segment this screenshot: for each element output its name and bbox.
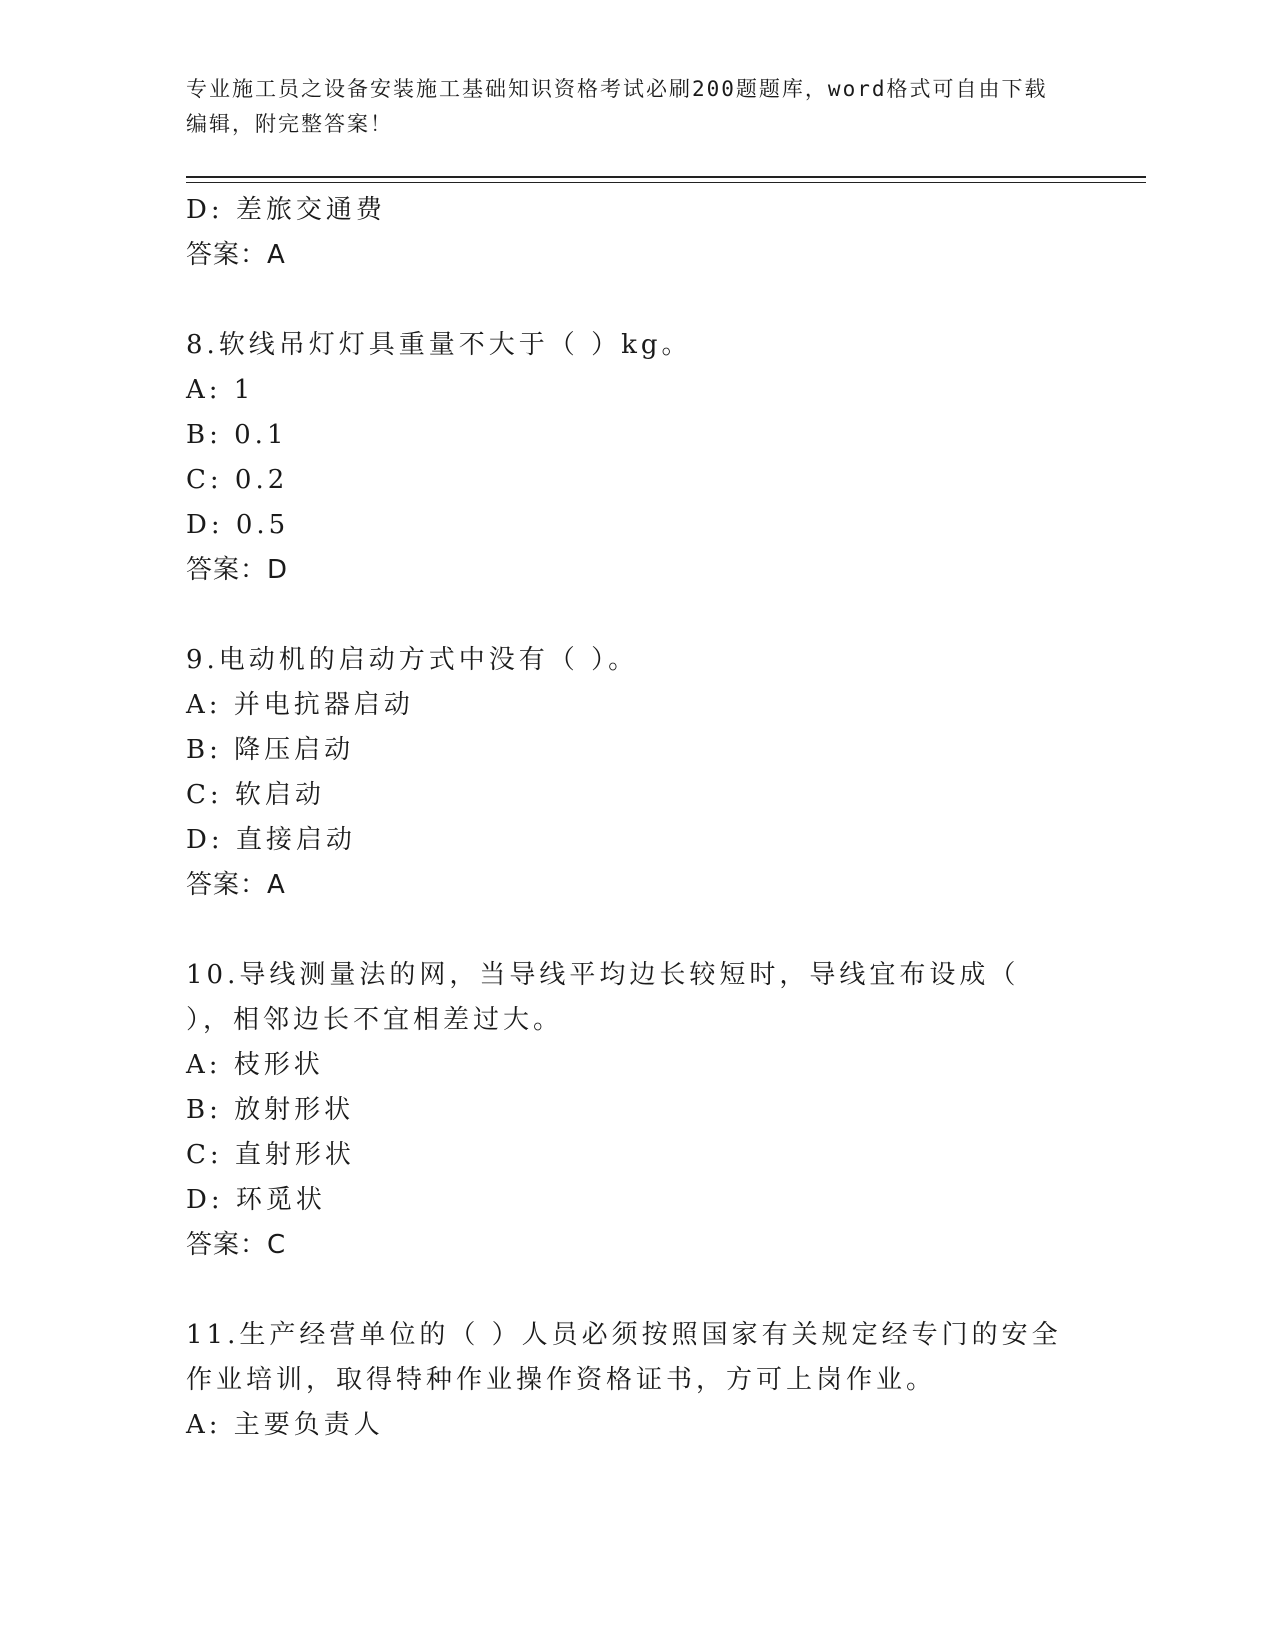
spacer xyxy=(186,1268,1066,1313)
option-d: D: 0.5 xyxy=(186,510,290,540)
option-c: C: 0.2 xyxy=(186,465,289,495)
option-d: D: 直接启动 xyxy=(186,825,356,855)
option-a: A: 主要负责人 xyxy=(186,1410,384,1440)
option-a: A: 并电抗器启动 xyxy=(186,690,414,720)
question-10 xyxy=(186,953,1066,1268)
prev-option-d: D: 差旅交通费 xyxy=(186,195,386,225)
header-divider-thick xyxy=(186,176,1146,178)
option-b: B: 降压启动 xyxy=(186,735,355,765)
answer: 答案：C xyxy=(186,1230,287,1260)
question-text: 9.电动机的启动方式中没有（ ）。 xyxy=(186,645,639,675)
question-9 xyxy=(186,638,1066,908)
spacer xyxy=(186,593,1066,638)
option-c: C: 软启动 xyxy=(186,780,325,810)
option-b: B: 放射形状 xyxy=(186,1095,355,1125)
answer: 答案：D xyxy=(186,555,289,585)
option-c: C: 直射形状 xyxy=(186,1140,355,1170)
question-text: 11.生产经营单位的（ ）人员必须按照国家有关规定经专门的安全作业培训，取得特种作业操作资格证书，方可上岗作业。 xyxy=(186,1320,1062,1395)
question-text: 10.导线测量法的网，当导线平均边长较短时，导线宜布设成（ ），相邻边长不宜相差过大。 xyxy=(186,960,1020,1035)
header-title: 专业施工员之设备安装施工基础知识资格考试必刷200题题库，word格式可自由下载编辑，附完整答案！ xyxy=(186,77,1048,136)
question-text: 8.软线吊灯灯具重量不大于（ ）kg。 xyxy=(186,330,692,360)
option-d: D: 环觅状 xyxy=(186,1185,326,1215)
spacer xyxy=(186,908,1066,953)
question-list xyxy=(186,188,1066,1448)
document-header xyxy=(186,72,1066,142)
prev-answer: 答案：A xyxy=(186,240,286,270)
option-a: A: 枝形状 xyxy=(186,1050,324,1080)
option-a: A: 1 xyxy=(186,375,255,405)
header-divider-thin xyxy=(186,182,1146,183)
option-b: B: 0.1 xyxy=(186,420,288,450)
answer: 答案：A xyxy=(186,870,286,900)
question-8 xyxy=(186,323,1066,593)
question-11 xyxy=(186,1313,1066,1448)
spacer xyxy=(186,278,1066,323)
